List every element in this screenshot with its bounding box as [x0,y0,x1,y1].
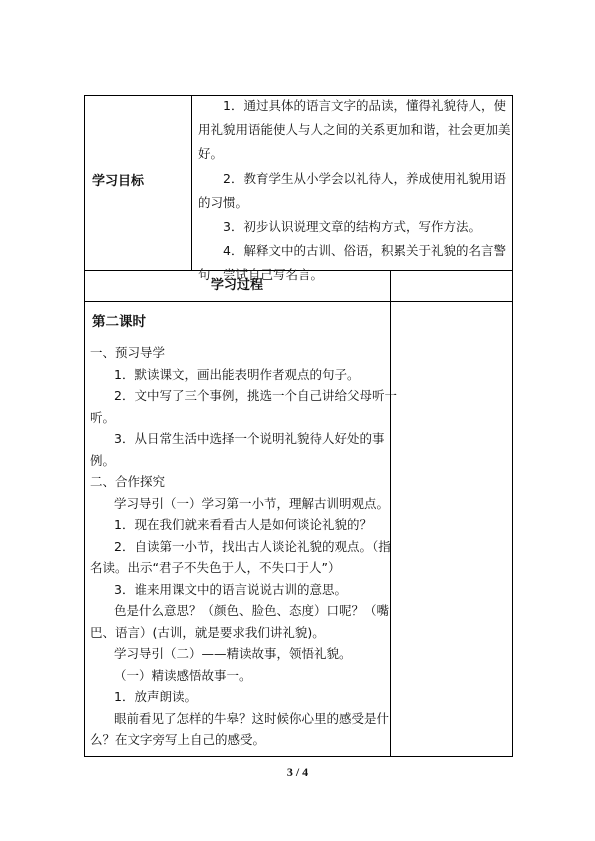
objective-line: 3．初步认识说理文章的结构方式，写作方法。 [223,219,481,234]
lesson-line: 学习导引（一）学习第一小节，理解古训明观点。 [114,495,390,511]
lesson-line: 3．从日常生活中选择一个说明礼貌待人好处的事 [114,431,385,446]
lesson-line: 1．现在我们就来看看古人是如何谈论礼貌的？ [114,517,372,532]
lesson-line: 1．放声朗读。 [114,689,197,704]
lesson-line: 眼前看见了怎样的牛皋？这时候你心里的感受是什 [114,710,390,726]
objective-line: 4．解释文中的古训、俗语，积累关于礼貌的名言警 [223,243,506,259]
lesson-title: 第二课时 [92,314,146,330]
table-right-border [512,95,513,757]
lesson-line: 色是什么意思？（颜色、脸色、态度）口呢？（嘴 [114,603,390,618]
lesson-line: 例。 [90,452,116,468]
row-divider-2 [84,301,513,302]
lesson-line: 1．默读课文，画出能表明作者观点的句子。 [114,366,360,382]
lesson-line: 一、预习导学 [90,345,166,360]
lesson-line: 3．谁来用课文中的语言说说古训的意思。 [114,581,347,597]
objectives-divider [191,95,192,270]
objective-line: 1．通过具体的语言文字的品读，懂得礼貌待人，使 [223,98,506,113]
objective-line: 用礼貌用语能使人与人之间的关系更加和谐，社会更加美 [198,122,511,138]
table-left-border [84,95,85,757]
process-header: 学习过程 [210,278,263,293]
objective-line: 好。 [198,146,224,162]
objective-line: 2．教育学生从小学会以礼待人，养成使用礼貌用语 [223,170,506,186]
table-top-border [84,95,513,96]
notes-column-divider [390,270,391,757]
page-number: 3 / 4 [286,765,309,779]
lesson-line: 听。 [90,409,116,425]
lesson-line: （一）精读感悟故事一。 [114,667,252,683]
objectives-label: 学习目标 [92,174,145,189]
lesson-line: 名读。出示“君子不失色于人，不失口于人”） [90,560,341,575]
lesson-line: 二、合作探究 [90,474,166,489]
lesson-line: 么？在文字旁写上自己的感受。 [90,732,266,747]
table-bottom-border [84,756,513,757]
lesson-line: 2．自读第一小节，找出古人谈论礼貌的观点。（指 [114,538,391,554]
lesson-line: 巴、语言）(古训，就是要求我们讲礼貌)。 [90,624,325,640]
lesson-line: 2．文中写了三个事例，挑选一个自己讲给父母听一 [114,388,397,403]
objective-line: 句，尝试自己写名言。 [198,267,324,283]
objective-line: 的习惯。 [198,194,249,210]
lesson-line: 学习导引（二）——精读故事，领悟礼貌。 [114,646,352,661]
